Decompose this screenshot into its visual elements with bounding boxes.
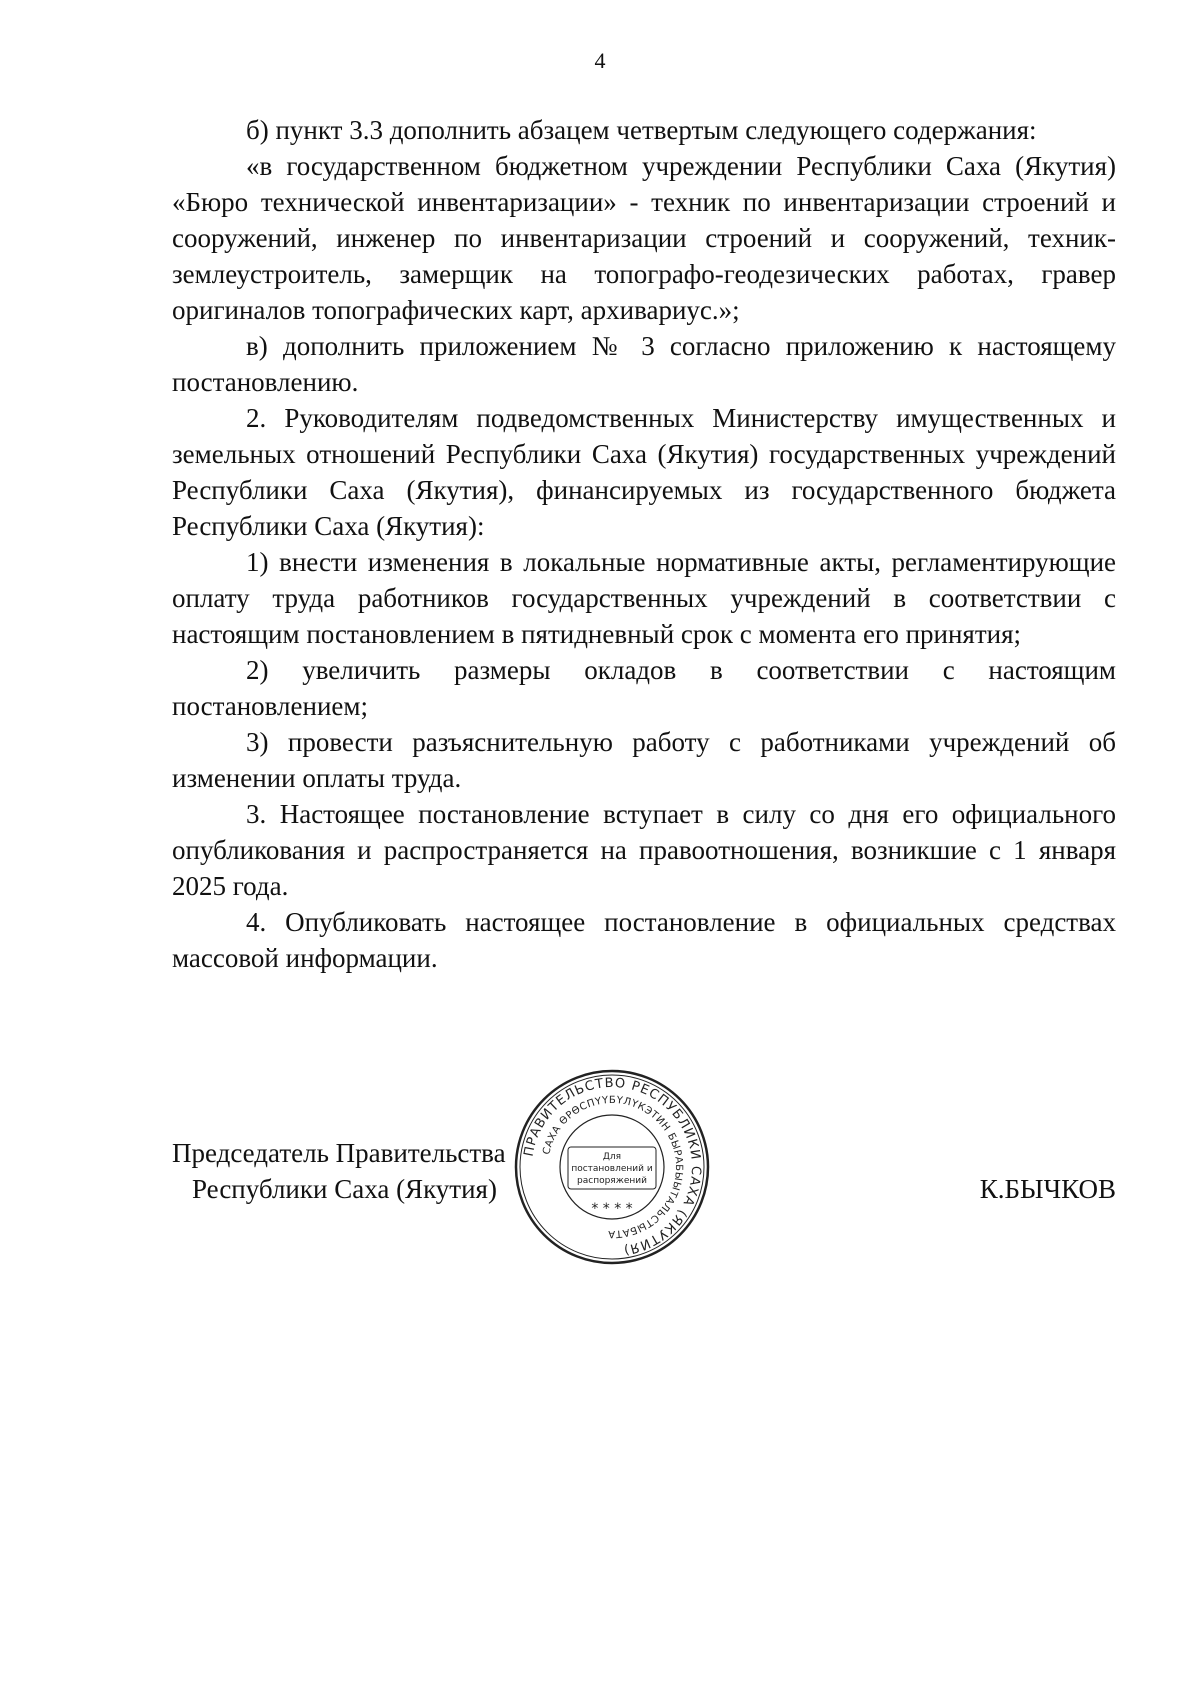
paragraph-item-b: б) пункт 3.3 дополнить абзацем четвертым следующего содержания:	[246, 115, 1037, 145]
seal-inner-text: САХА ӨРӨСПҮҮБҮЛҮКЭТИН БЫРАБЫЫТАЛЬСТЫБАТА	[541, 1094, 685, 1240]
paragraph-subitem-2: 2) увеличить размеры окладов в соответствии с настоящим постановлением;	[172, 655, 1116, 721]
signatory-name: К.БЫЧКОВ	[979, 1174, 1116, 1204]
seal-center-line3: распоряжений	[577, 1176, 647, 1186]
paragraph-subitem-1: 1) внести изменения в локальные нормативные акты, регламентирующие оплату труда работников государственных учреждений в соответствии с настоящим постановлением в пятидневный срок с момента его принятия;	[172, 547, 1116, 649]
signatory-title-line1: Председатель Правительства	[172, 1138, 506, 1168]
paragraph-quote: «в государственном бюджетном учреждении Республики Саха (Якутия) «Бюро технической инвентаризации» - техник по инвентаризации строений и сооружений, инженер по инвентаризации строений и сооружений, техник-землеустроитель, замерщик на топографо-геодезических работах, гравер оригиналов топографических карт, архивариус.»;	[172, 151, 1116, 325]
paragraph-section-3: 3. Настоящее постановление вступает в силу со дня его официального опубликования и распространяется на правоотношения, возникшие с 1 января 2025 года.	[172, 799, 1116, 901]
seal-stars: * * * *	[591, 1201, 633, 1217]
paragraph-section-4: 4. Опубликовать настоящее постановление в официальных средствах массовой информации.	[172, 907, 1116, 973]
paragraph-section-2: 2. Руководителям подведомственных Министерству имущественных и земельных отношений Республики Саха (Якутия) государственных учреждений Республики Саха (Якутия), финансируемых из государственного бюджета Республики Саха (Якутия):	[172, 403, 1116, 541]
seal-center-line2: постановлений и	[571, 1164, 653, 1174]
official-seal	[512, 1067, 712, 1267]
signatory-title-line2: Республики Саха (Якутия)	[192, 1174, 497, 1204]
page-number: 4	[594, 48, 606, 73]
paragraph-item-v: в) дополнить приложением № 3 согласно приложению к настоящему постановлению.	[172, 331, 1116, 397]
document-body	[172, 112, 1116, 976]
seal-center-line1: Для	[602, 1152, 622, 1162]
paragraph-subitem-3: 3) провести разъяснительную работу с работниками учреждений об изменении оплаты труда.	[172, 727, 1116, 793]
seal-outer-text: ПРАВИТЕЛЬСТВО РЕСПУБЛИКИ САХА (ЯКУТИЯ)	[521, 1075, 704, 1258]
